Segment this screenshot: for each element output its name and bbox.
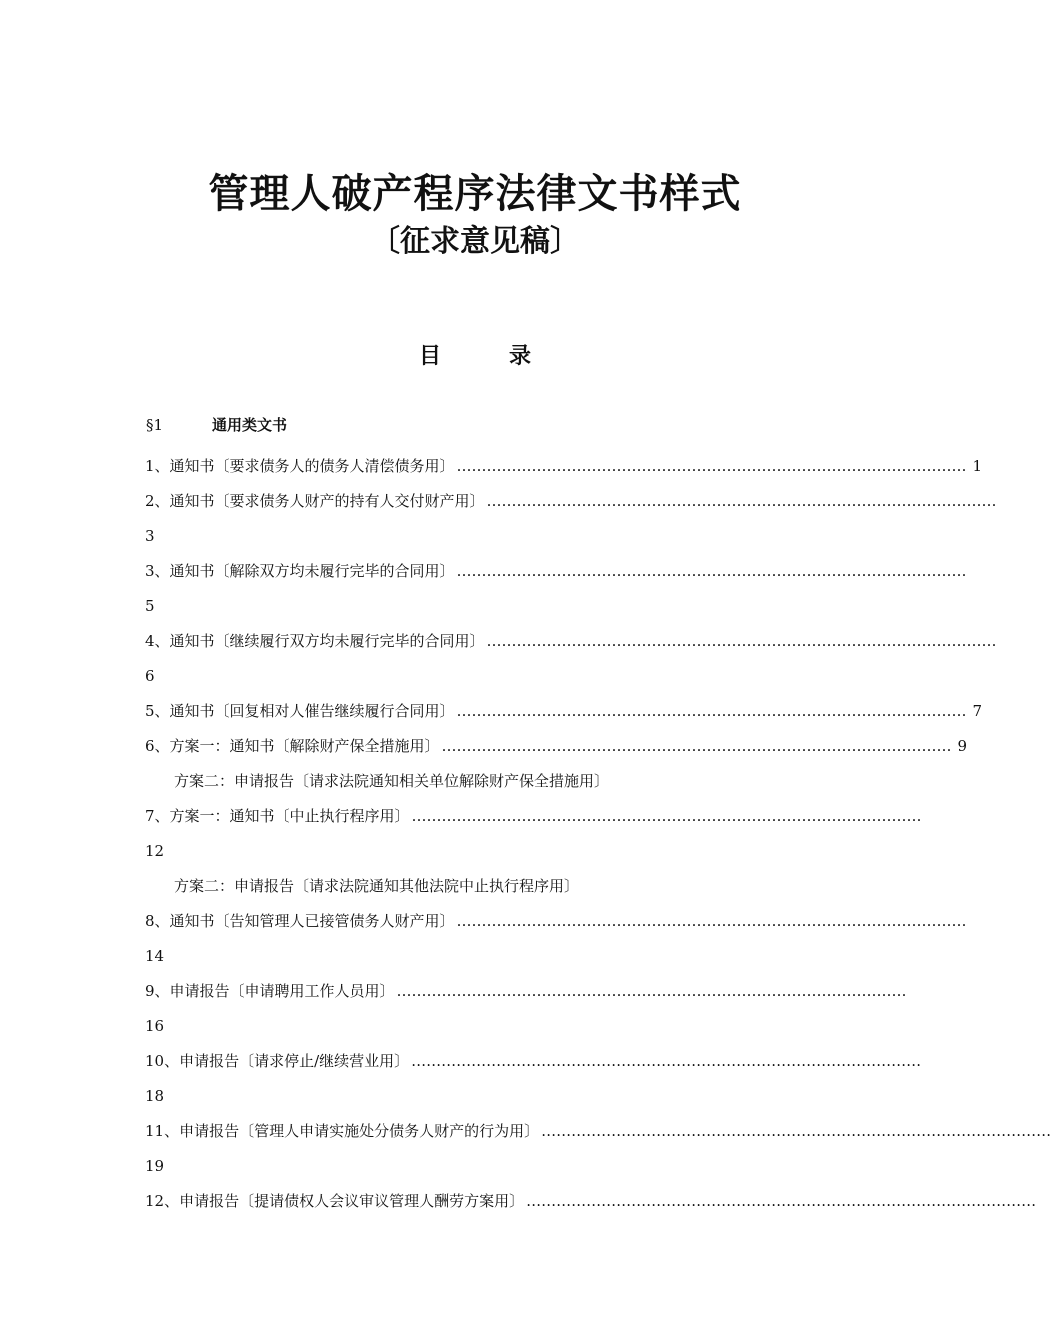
toc-entry[interactable] bbox=[145, 630, 997, 652]
dot-leader: ………………………………………………………………………………………… bbox=[411, 807, 922, 825]
toc-entry-page: 14 bbox=[145, 947, 165, 965]
toc-entry-page: 9 bbox=[957, 737, 968, 755]
dot-leader: ………………………………………………………………………………………… bbox=[396, 982, 907, 1000]
toc-entry-page: 16 bbox=[145, 1017, 165, 1035]
toc-entry[interactable] bbox=[145, 805, 922, 827]
toc-entry-text: 5、通知书〔回复相对人催告继续履行合同用〕 bbox=[145, 702, 455, 720]
dot-leader: ………………………………………………………………………………………… bbox=[526, 1192, 1037, 1210]
section-heading bbox=[146, 414, 287, 436]
toc-entry-text: 6、方案一：通知书〔解除财产保全措施用〕 bbox=[145, 737, 440, 755]
toc-entry-page: 18 bbox=[145, 1087, 165, 1105]
toc-heading-char-1: 目 bbox=[418, 344, 441, 369]
document-subtitle: 〔征求意见稿〕 bbox=[370, 224, 580, 259]
toc-entry-text: 方案二：申请报告〔请求法院通知相关单位解除财产保全措施用〕 bbox=[174, 772, 610, 790]
toc-entry-page: 6 bbox=[145, 667, 155, 685]
toc-entry-text: 11、申请报告〔管理人申请实施处分债务人财产的行为用〕 bbox=[145, 1122, 540, 1140]
toc-entry-text: 12、申请报告〔提请债权人会议审议管理人酬劳方案用〕 bbox=[145, 1192, 525, 1210]
toc-entry[interactable] bbox=[145, 735, 968, 757]
dot-leader: ………………………………………………………………………………………… bbox=[456, 562, 967, 580]
section-name: 通用类文书 bbox=[212, 416, 288, 434]
toc-entry-page: 1 bbox=[972, 457, 983, 475]
toc-entry-text: 8、通知书〔告知管理人已接管债务人财产用〕 bbox=[145, 912, 455, 930]
toc-entry[interactable] bbox=[145, 560, 967, 582]
dot-leader: ………………………………………………………………………………………… bbox=[411, 1052, 922, 1070]
toc-entry-text: 4、通知书〔继续履行双方均未履行完毕的合同用〕 bbox=[145, 632, 485, 650]
dot-leader: ………………………………………………………………………………………… bbox=[486, 492, 997, 510]
toc-entry-page: 12 bbox=[145, 842, 165, 860]
toc-entry-text: 方案二：申请报告〔请求法院通知其他法院中止执行程序用〕 bbox=[174, 877, 580, 895]
toc-entry-text: 10、申请报告〔请求停止/继续营业用〕 bbox=[145, 1052, 410, 1070]
toc-entry-text: 3、通知书〔解除双方均未履行完毕的合同用〕 bbox=[145, 562, 455, 580]
toc-heading bbox=[0, 342, 950, 372]
toc-entry[interactable] bbox=[145, 490, 997, 512]
dot-leader: ………………………………………………………………………………………… bbox=[456, 912, 967, 930]
toc-heading-char-2: 录 bbox=[509, 344, 532, 369]
toc-entry[interactable] bbox=[145, 910, 967, 932]
document-title: 管理人破产程序法律文书样式 bbox=[208, 171, 742, 217]
toc-entry[interactable] bbox=[145, 1050, 922, 1072]
toc-entry-text: 7、方案一：通知书〔中止执行程序用〕 bbox=[145, 807, 410, 825]
toc-entry-page: 7 bbox=[972, 702, 983, 720]
toc-entry[interactable] bbox=[145, 700, 983, 722]
toc-entry-page: 3 bbox=[145, 527, 155, 545]
toc-entry[interactable] bbox=[145, 1120, 1051, 1142]
dot-leader: ………………………………………………………………………………………… bbox=[486, 632, 997, 650]
dot-leader: ………………………………………………………………………………………… bbox=[441, 737, 952, 755]
toc-entry-page: 19 bbox=[145, 1157, 165, 1175]
toc-entry-option[interactable] bbox=[174, 875, 810, 897]
toc-entry-text: 1、通知书〔要求债务人的债务人清偿债务用〕 bbox=[145, 457, 455, 475]
dot-leader: ………………………………………………………………………………………… bbox=[456, 702, 967, 720]
dot-leader: ………………………………………………………………………………………… bbox=[541, 1122, 1051, 1140]
section-number: §1 bbox=[146, 416, 164, 434]
toc-entry[interactable] bbox=[145, 1190, 1037, 1212]
toc-entry-page: 5 bbox=[145, 597, 155, 615]
toc-entry-text: 9、申请报告〔申请聘用工作人员用〕 bbox=[145, 982, 395, 1000]
toc-entry[interactable] bbox=[145, 980, 907, 1002]
toc-entry[interactable] bbox=[145, 455, 983, 477]
toc-entry-option[interactable] bbox=[174, 770, 810, 792]
dot-leader: ………………………………………………………………………………………… bbox=[456, 457, 967, 475]
toc-entry-text: 2、通知书〔要求债务人财产的持有人交付财产用〕 bbox=[145, 492, 485, 510]
